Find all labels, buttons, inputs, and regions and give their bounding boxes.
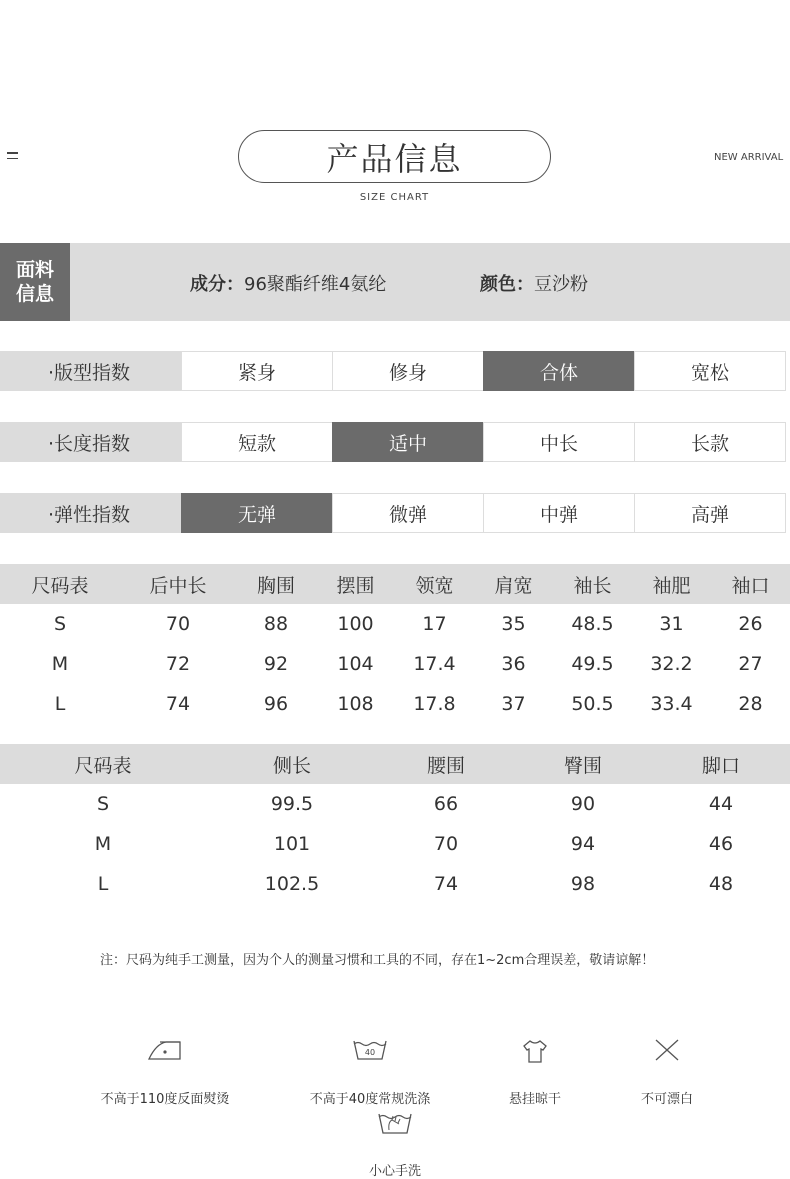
fit-option: 修身 [332, 351, 484, 391]
table-cell: 28 [738, 693, 763, 715]
fabric-label [0, 243, 70, 321]
bottom-size-table [0, 744, 790, 904]
fabric-label-line1: 面料 [15, 259, 54, 281]
table-cell: 49.5 [571, 653, 614, 675]
length-option: 短款 [181, 422, 333, 462]
header-cell: 尺码表 [31, 574, 89, 597]
table-cell: 50.5 [571, 693, 614, 715]
table-cell: 48.5 [571, 613, 614, 635]
no-bleach-label: 不可漂白 [640, 1092, 693, 1107]
table-cell: 88 [263, 613, 289, 635]
table-cell: 74 [165, 693, 191, 715]
size-cell: S [53, 613, 67, 635]
header-cell: 臀围 [563, 754, 602, 777]
iron-icon [146, 1038, 184, 1062]
size-cell: M [94, 833, 112, 855]
header-cell: 腰围 [426, 754, 465, 777]
table-cell: 36 [501, 653, 526, 675]
wash-40-icon [352, 1038, 388, 1062]
fit-index-label: ·版型指数 [0, 351, 182, 391]
size-cell: L [54, 693, 66, 715]
table-cell: 17 [422, 613, 447, 635]
table-cell: 96 [263, 693, 289, 715]
table-cell: 90 [570, 793, 596, 815]
hand-wash-label: 小心手洗 [368, 1164, 421, 1179]
header-cell: 尺码表 [74, 754, 132, 777]
fabric-band [0, 243, 790, 321]
table-row [0, 684, 790, 724]
hand-wash-icon [377, 1108, 413, 1136]
table-row [0, 604, 790, 644]
table-cell: 66 [433, 793, 459, 815]
table-cell: 35 [501, 613, 526, 635]
table-cell: 37 [501, 693, 526, 715]
fit-option: 宽松 [634, 351, 786, 391]
header-cell: 领宽 [415, 574, 454, 597]
elasticity-option: 高弹 [634, 493, 786, 533]
header-cell: 袖口 [731, 574, 770, 597]
bottom-table-header [0, 744, 790, 784]
table-cell: 44 [708, 793, 734, 815]
header-cell: 肩宽 [494, 574, 533, 597]
size-cell: L [97, 873, 109, 895]
composition-value: 96聚酯纤维4氨纶 [244, 274, 387, 295]
size-cell: S [96, 793, 110, 815]
length-option: 适中 [332, 422, 484, 462]
table-cell: 92 [263, 653, 289, 675]
hang-dry-label: 悬挂晾干 [508, 1092, 561, 1107]
fit-option: 合体 [483, 351, 635, 391]
table-cell: 31 [659, 613, 684, 635]
elasticity-index-label: ·弹性指数 [0, 493, 182, 533]
header-cell: 侧长 [272, 754, 311, 777]
table-cell: 100 [337, 613, 374, 635]
wash-temp-badge: 40 [364, 1048, 376, 1057]
table-cell: 94 [570, 833, 596, 855]
elasticity-index-row [0, 493, 790, 533]
table-cell: 33.4 [650, 693, 693, 715]
length-option: 中长 [483, 422, 635, 462]
table-cell: 70 [165, 613, 191, 635]
table-cell: 32.2 [650, 653, 693, 675]
table-cell: 108 [337, 693, 374, 715]
length-index-label: ·长度指数 [0, 422, 182, 462]
table-cell: 26 [738, 613, 763, 635]
length-option: 长款 [634, 422, 786, 462]
table-row [0, 824, 790, 864]
elasticity-option: 中弹 [483, 493, 635, 533]
hang-dry-icon [520, 1038, 550, 1064]
page-title: 产品信息 [326, 139, 463, 178]
table-cell: 99.5 [270, 793, 314, 815]
table-row [0, 784, 790, 824]
header-cell: 袖长 [573, 574, 612, 597]
table-cell: 17.8 [413, 693, 456, 715]
page-subtitle: SIZE CHART [359, 192, 430, 203]
composition [190, 270, 386, 296]
header-cell: 袖肥 [652, 574, 691, 597]
top-size-table [0, 564, 790, 724]
title-pill [238, 130, 551, 183]
elasticity-option: 无弹 [181, 493, 333, 533]
table-cell: 27 [738, 653, 763, 675]
color-info [480, 270, 588, 296]
table-row [0, 644, 790, 684]
table-cell: 102.5 [264, 873, 320, 895]
top-table-header [0, 564, 790, 604]
composition-key: 成分： [190, 274, 244, 295]
fit-index-row [0, 351, 790, 391]
iron-label: 不高于110度反面熨烫 [100, 1092, 230, 1107]
elasticity-option: 微弹 [332, 493, 484, 533]
menu-icon[interactable] [7, 152, 19, 162]
header-cell: 脚口 [701, 754, 740, 777]
table-cell: 48 [708, 873, 734, 895]
table-cell: 74 [433, 873, 459, 895]
table-cell: 46 [708, 833, 734, 855]
table-cell: 101 [273, 833, 311, 855]
wash-label: 不高于40度常规洗涤 [309, 1092, 431, 1107]
color-value: 豆沙粉 [534, 274, 588, 295]
no-bleach-icon [654, 1038, 680, 1062]
size-cell: M [51, 653, 69, 675]
table-cell: 72 [165, 653, 191, 675]
measurement-note: 注：尺码为纯手工测量，因为个人的测量习惯和工具的不同，存在1~2cm合理误差，敬请谅解！ [100, 953, 655, 968]
table-cell: 98 [570, 873, 596, 895]
table-cell: 17.4 [413, 653, 456, 675]
new-arrival-label: NEW ARRIVAL [714, 152, 784, 163]
fabric-label-line2: 信息 [15, 283, 54, 305]
table-row [0, 864, 790, 904]
length-index-row [0, 422, 790, 462]
table-cell: 104 [337, 653, 374, 675]
table-cell: 70 [433, 833, 459, 855]
header-cell: 后中长 [149, 574, 207, 597]
color-key: 颜色： [480, 274, 534, 295]
fit-option: 紧身 [181, 351, 333, 391]
header-cell: 胸围 [256, 574, 295, 597]
header-cell: 摆围 [336, 574, 375, 597]
